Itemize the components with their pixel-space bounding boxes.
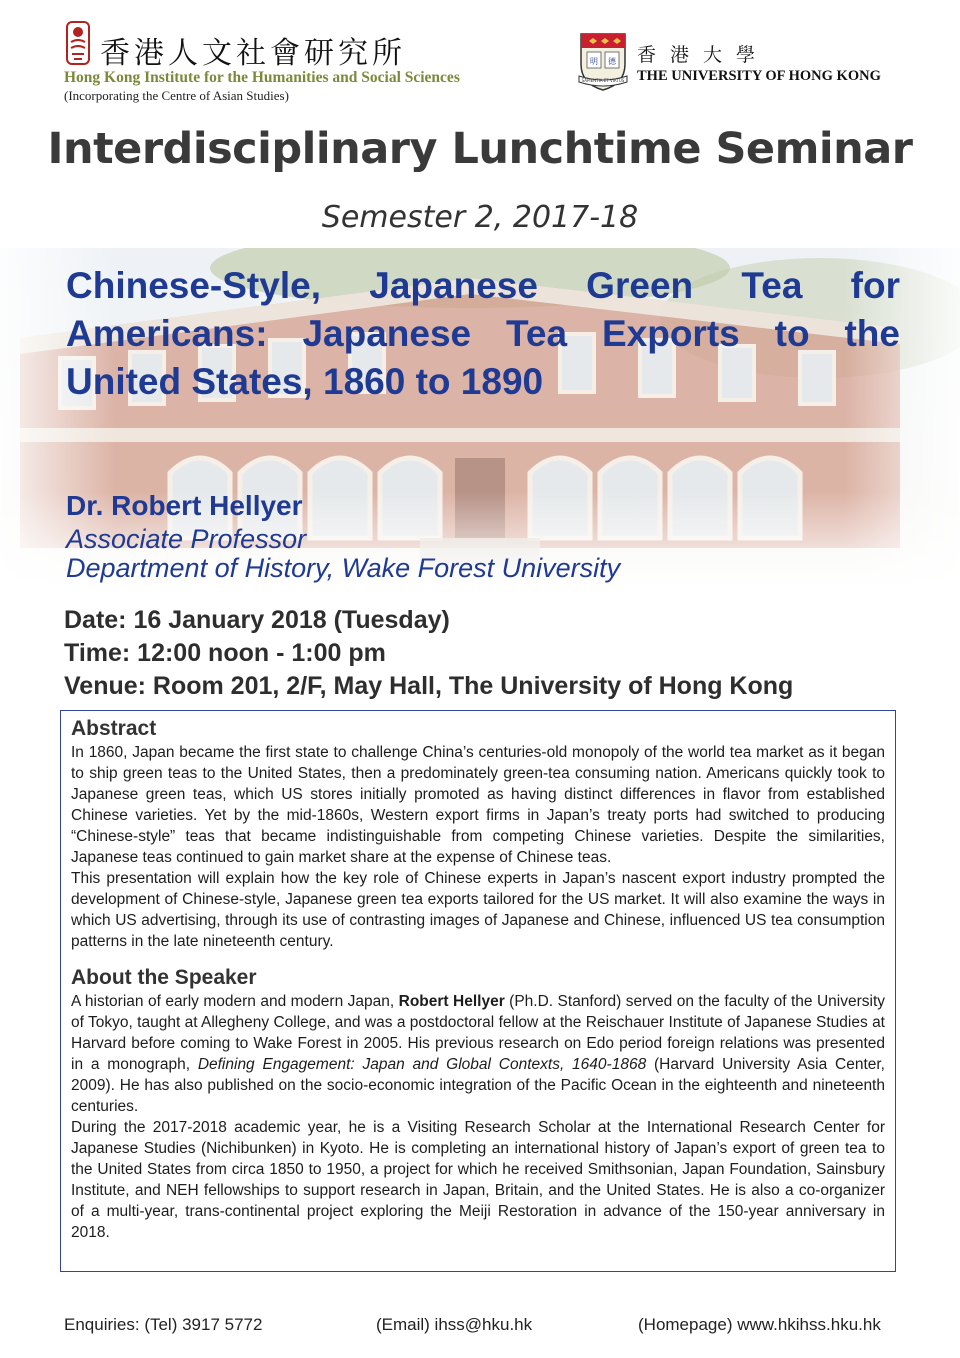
event-venue: Venue: Room 201, 2/F, May Hall, The University of Hong Kong [64, 672, 794, 700]
event-date: Date: 16 January 2018 (Tuesday) [64, 606, 450, 634]
abstract-paragraph-2: This presentation will explain how the key role of Chinese experts in Japan’s nascent export industry prompted the development of Chinese-style, Japanese green tea exports tailored for the US market. It will also examine the ways in which US advertising, through its use of contrasting images of Japanese and Chinese, influenced US tea consumption patterns in the late nineteenth century. [71, 870, 885, 950]
abstract-heading: Abstract [71, 717, 157, 740]
footer-homepage: (Homepage) www.hkihss.hku.hk [638, 1315, 881, 1334]
hku-english-name: THE UNIVERSITY OF HONG KONG [637, 68, 881, 84]
hku-crest-chinese-left: 明 [590, 57, 598, 66]
content-box [60, 710, 896, 1272]
about-speaker-name: Robert Hellyer [398, 993, 505, 1010]
about-speaker-heading: About the Speaker [71, 966, 257, 989]
talk-title: Chinese-Style, Japanese Green Tea for Americans: Japanese Tea Exports to the United States, 1860 to 1890 [66, 265, 900, 402]
speaker-department: Department of History, Wake Forest University [66, 553, 621, 583]
semester-label: Semester 2, 2017-18 [321, 200, 639, 235]
about-text-c: (Harvard University Asia Center, 2009). He has also published on the socio-economic integration of the Pacific Ocean in the eighteenth and nineteenth centuries. [71, 1056, 885, 1115]
speaker-role: Associate Professor [66, 524, 307, 554]
hku-chinese-name: 香港大學 [637, 44, 770, 66]
about-paragraph-2: During the 2017-2018 academic year, he is a Visiting Research Scholar at the International Research Center for Japanese Studies (Nichibunken) in Kyoto. He is completing an international history of Japan’s export of green tea to the United States from circa 1850 to 1950, a project for which he received Smithsonian, Japan Foundation, Sainsbury Institute, and NEH fellowships to support research in Japan, Britain, and the United States. He is also a co-organizer of a multi-year, trans-continental project exploring the Meiji Restoration in advance of the 150-year anniversary in 2018. [71, 1119, 885, 1241]
hku-crest-motto: SAPIENTIA ET VIRTUS [581, 78, 625, 83]
ihss-note: (Incorporating the Centre of Asian Studies) [64, 88, 289, 103]
hku-crest-chinese-right: 德 [608, 57, 616, 66]
header [0, 0, 960, 110]
ihss-english-name: Hong Kong Institute for the Humanities and Social Sciences [64, 69, 460, 86]
event-time: Time: 12:00 noon - 1:00 pm [64, 639, 386, 667]
hku-crest-logo [577, 30, 629, 92]
about-paragraph-1 [71, 991, 885, 1117]
footer-tel: Enquiries: (Tel) 3917 5772 [64, 1315, 263, 1334]
about-book-title: Defining Engagement: Japan and Global Contexts, 1640-1868 [197, 1056, 647, 1073]
abstract-paragraph-1: In 1860, Japan became the first state to challenge China’s centuries-old monopoly of the world tea market as it began to ship green teas to the United States, then a predominately green-tea consuming nation. Americans quickly took to Japanese green teas, which US stores initially promoted as having distinct differences in flavor from established Chinese varieties. Yet by the mid-1860s, Western export firms in Japan’s treaty ports had switched to producing “Chinese-style” teas that became indistinguishable from competing Chinese varieties. Despite the similarities, Japanese teas continued to gain market share at the expense of Chinese teas. [71, 744, 885, 866]
speaker-name: Dr. Robert Hellyer [66, 490, 303, 521]
event-details [64, 604, 793, 703]
about-text-a: A historian of early modern and modern Japan, [71, 993, 399, 1010]
ihss-seal-logo [64, 20, 92, 66]
series-title: Interdisciplinary Lunchtime Seminar [47, 124, 913, 174]
footer-email: (Email) ihss@hku.hk [376, 1315, 533, 1334]
ihss-chinese-name: 香港人文社會研究所 [100, 36, 406, 71]
about-text-b: (Ph.D. Stanford) served on the faculty of the University of Tokyo, taught at Allegheny College, and was a postdoctoral fellow at the Reischauer Institute of Japanese Studies at Harvard before coming to Wake Forest in 2005. His previous research on Edo period foreign relations was presented in a monograph, [71, 993, 886, 1073]
